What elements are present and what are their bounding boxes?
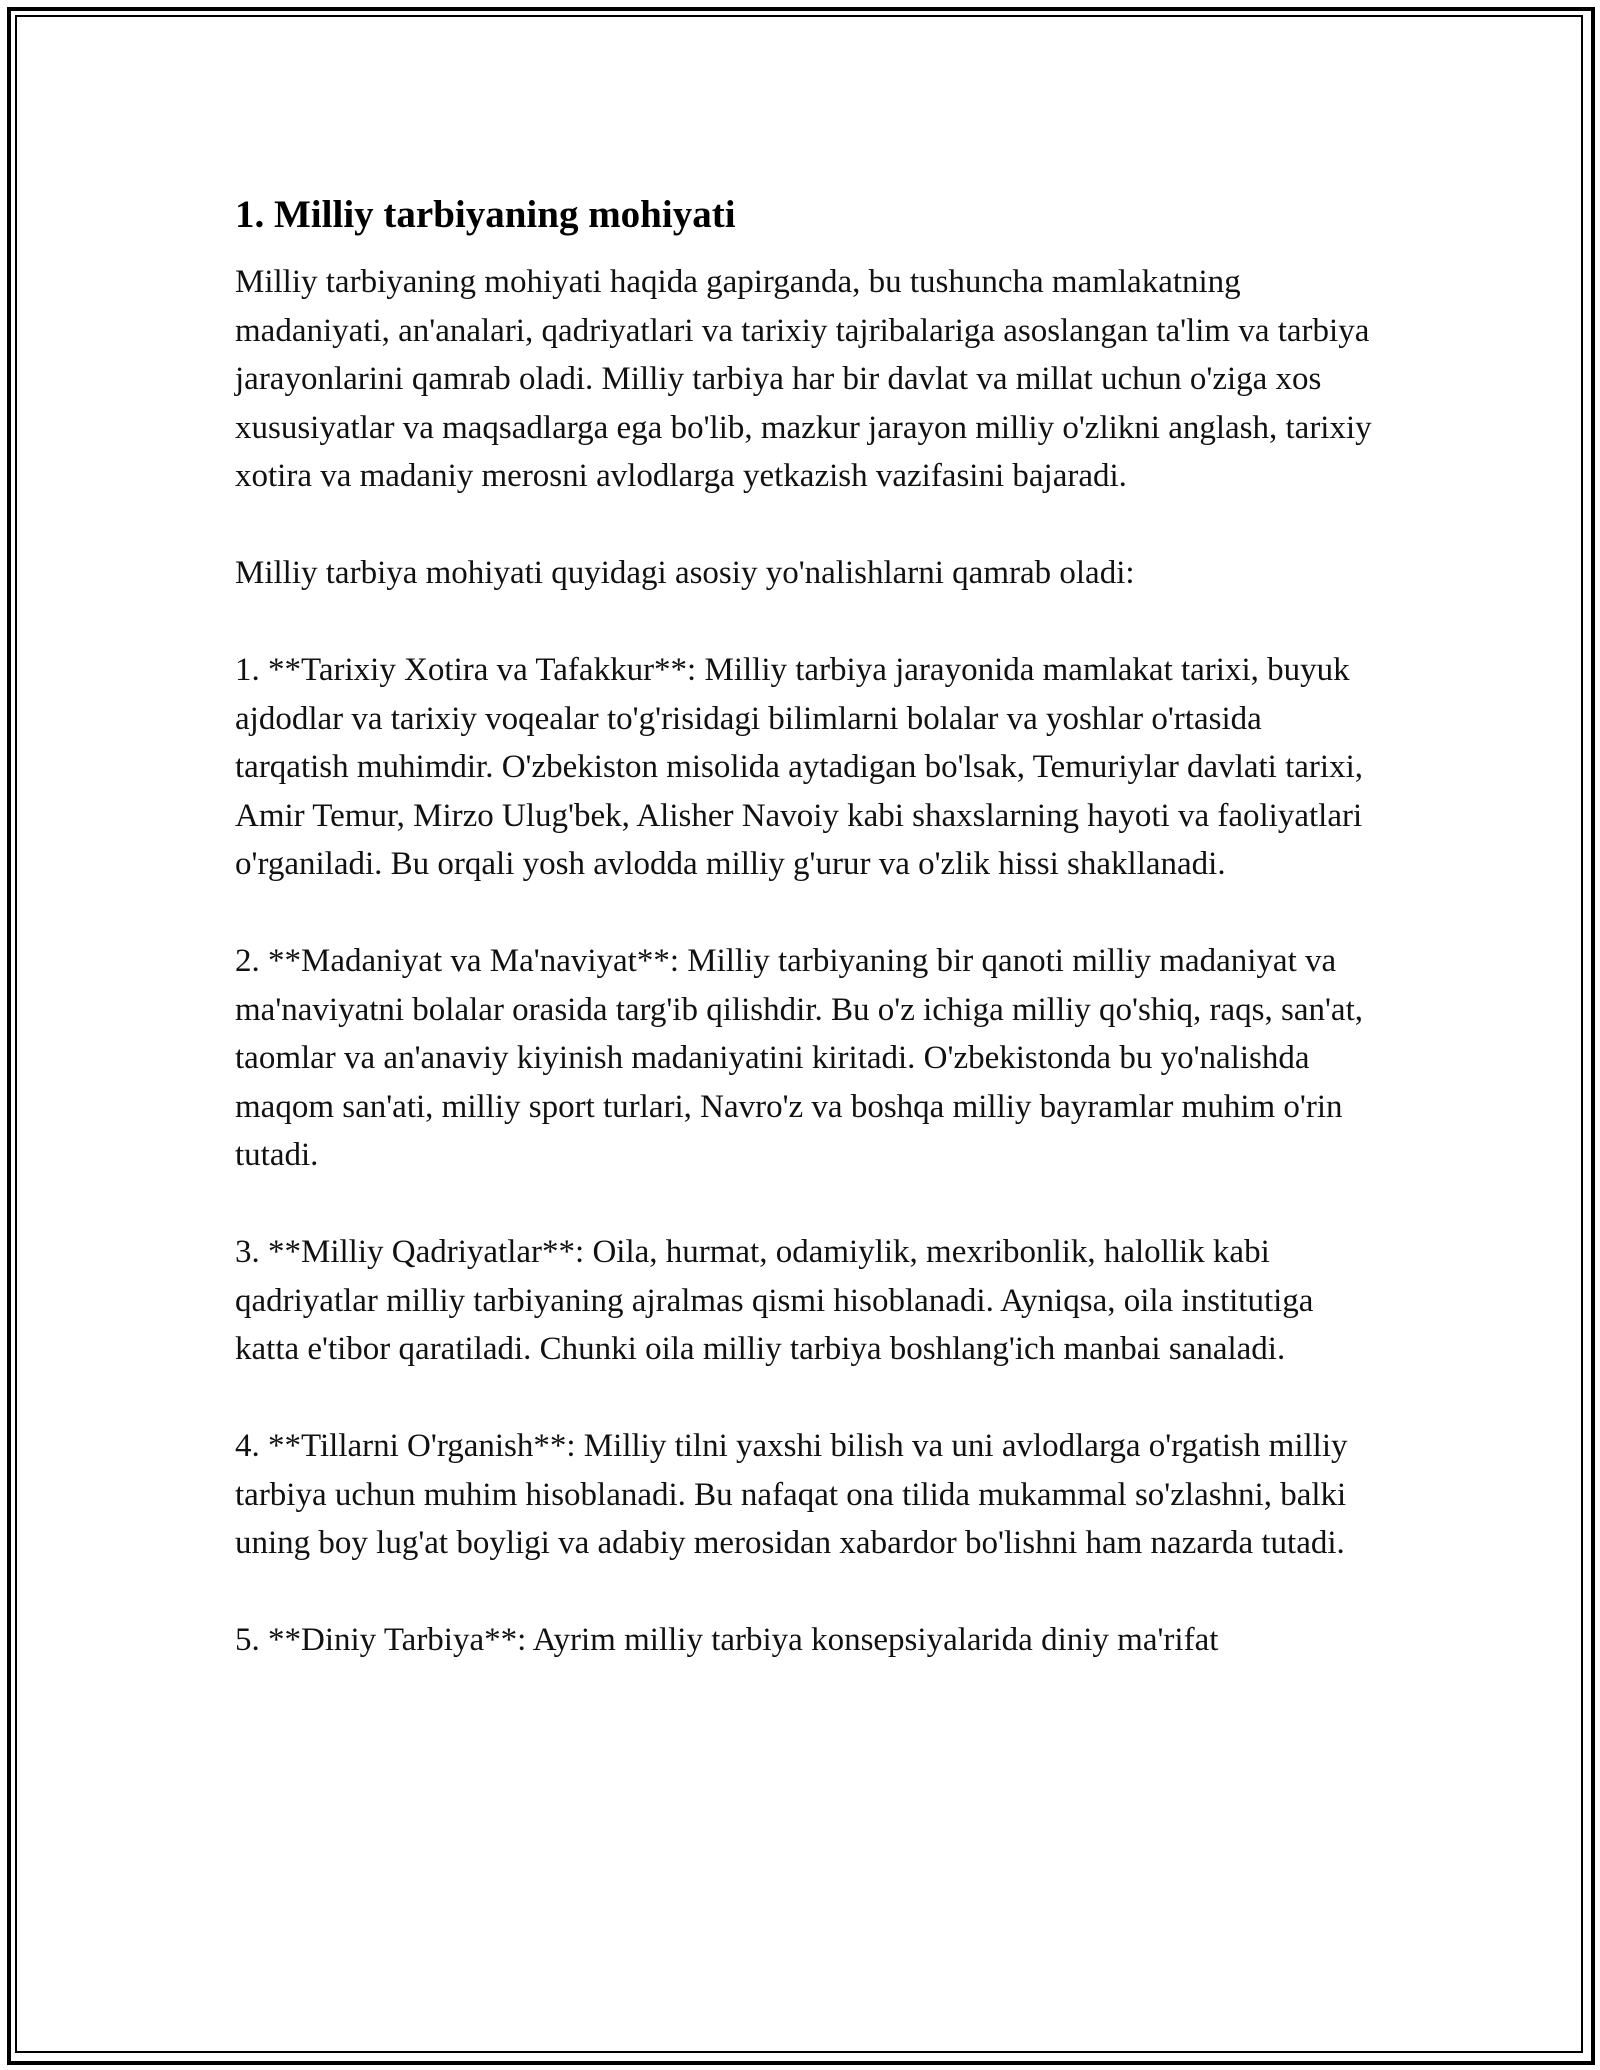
list-item-religious-education: 5. **Diniy Tarbiya**: Ayrim milliy tarbiya konsepsiyalarida diniy ma'rifat [235,1622,1219,1658]
list-item-national-values: 3. **Milliy Qadriyatlar**: Oila, hurmat, odamiylik, mexribonlik, halollik kabi qadriyatlar milliy tarbiyaning ajralmas qismi hisoblanadi. Ayniqsa, oila institutiga katta e'tibor qaratiladi. Chunki oila milliy tarbiya boshlang'ich manbai sanaladi. [235,1234,1314,1367]
document-body [235,188,1375,1665]
list-item-culture-spirituality: 2. **Madaniyat va Ma'naviyat**: Milliy tarbiyaning bir qanoti milliy madaniyat va ma'naviyatni bolalar orasida targ'ib qilishdir. Bu o'z ichiga milliy qo'shiq, raqs, san'at, taomlar va an'anaviy kiyinish madaniyatini kiritadi. O'zbekistonda bu yo'nalishda maqom san'ati, milliy sport turlari, Navro'z va boshqa milliy bayramlar muhim o'rin tutadi. [235,943,1363,1173]
paragraph-directions-lead: Milliy tarbiya mohiyati quyidagi asosiy yo'nalishlarni qamrab oladi: [235,555,1135,591]
list-item-language-learning: 4. **Tillarni O'rganish**: Milliy tilni yaxshi bilish va uni avlodlarga o'rgatish milliy tarbiya uchun muhim hisoblanadi. Bu nafaqat ona tilida mukammal so'zlashni, balki uning boy lug'at boyligi va adabiy merosidan xabardor bo'lishni ham nazarda tutadi. [235,1428,1348,1561]
list-item-historical-memory: 1. **Tarixiy Xotira va Tafakkur**: Milliy tarbiya jarayonida mamlakat tarixi, buyuk ajdodlar va tarixiy voqealar to'g'risidagi bilimlarni bolalar va yoshlar o'rtasida tarqatish muhimdir. O'zbekiston misolida aytadigan bo'lsak, Temuriylar davlati tarixi, Amir Temur, Mirzo Ulug'bek, Alisher Navoiy kabi shaxslarning hayoti va faoliyatlari o'rganiladi. Bu orqali yosh avlodda milliy g'urur va o'zlik hissi shakllanadi. [235,652,1363,882]
section-heading: 1. Milliy tarbiyaning mohiyati [235,193,736,236]
paragraph-intro: Milliy tarbiyaning mohiyati haqida gapirganda, bu tushuncha mamlakatning madaniyati, an'analari, qadriyatlari va tarixiy tajribalariga asoslangan ta'lim va tarbiya jarayonlarini qamrab oladi. Milliy tarbiya har bir davlat va millat uchun o'ziga xos xususiyatlar va maqsadlarga ega bo'lib, mazkur jarayon milliy o'zlikni anglash, tarixiy xotira va madaniy merosni avlodlarga yetkazish vazifasini bajaradi. [235,264,1372,494]
